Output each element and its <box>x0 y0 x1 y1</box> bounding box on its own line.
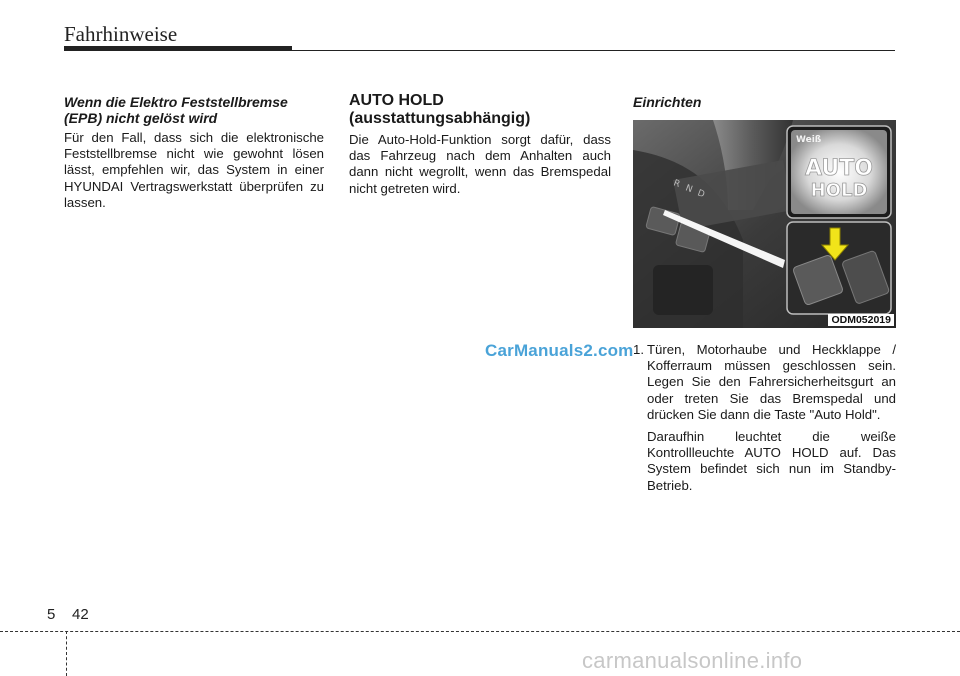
epb-subheading: Wenn die Elektro Feststellbremse (EPB) nicht gelöst wird <box>64 94 288 126</box>
carmanuals-watermark: CarManuals2.com <box>485 341 634 360</box>
footer-rule <box>0 631 960 632</box>
chapter-number: 5 <box>47 606 56 623</box>
auto-hold-figure <box>633 120 896 328</box>
gear-letter-r: R <box>671 178 682 190</box>
auto-hold-paragraph: Die Auto-Hold-Funktion sorgt dafür, dass das Fahrzeug nach dem Anhalten auch dann nicht wegrollt, wenn das Bremspedal nicht getreten wird. <box>349 132 611 196</box>
step-number: 1. <box>633 342 644 357</box>
column-setup <box>633 92 896 494</box>
gear-letter-n: N <box>683 183 694 196</box>
figure-code: ODM052019 <box>828 314 894 326</box>
footer-divider <box>66 631 67 676</box>
step-1-continuation: Daraufhin leuchtet die weiße Kontrollleuchte AUTO HOLD auf. Das System befindet sich nun im Standby-Betrieb. <box>647 429 896 493</box>
column-auto-hold <box>349 92 611 197</box>
setup-steps <box>633 342 896 494</box>
epb-paragraph: Für den Fall, dass sich die elektronische Feststellbremse nicht wie gewohnt lösen lässt, empfehlen wir, das System in einer HYUNDAI Vertragswerkstatt überprüfen zu lassen. <box>64 130 324 210</box>
auto-hold-heading <box>349 92 611 128</box>
gear-letter-d: D <box>695 188 706 201</box>
header-rule <box>64 50 895 51</box>
auto-hold-heading-line2: (ausstattungsabhängig) <box>349 110 531 127</box>
step-text: Türen, Motorhaube und Heckklappe / Kofferraum müssen geschlossen sein. Legen Sie den Fahrersicherheitsgurt an oder treten Sie das Bremspedal und drücken Sie dann die Taste "Auto Hold". <box>647 342 896 422</box>
page-number: 42 <box>72 606 89 623</box>
step-1 <box>633 342 896 423</box>
inset-label: Weiß <box>796 135 822 145</box>
setup-subheading: Einrichten <box>633 94 702 110</box>
column-epb <box>64 92 324 211</box>
header-title: Fahrhinweise <box>64 22 178 46</box>
auto-hold-heading-line1: AUTO HOLD <box>349 92 444 109</box>
site-watermark: carmanualsonline.info <box>582 648 803 673</box>
button-text-hold: HOLD <box>810 180 868 201</box>
button-text-auto: AUTO <box>805 156 873 181</box>
console-photo <box>633 120 896 328</box>
